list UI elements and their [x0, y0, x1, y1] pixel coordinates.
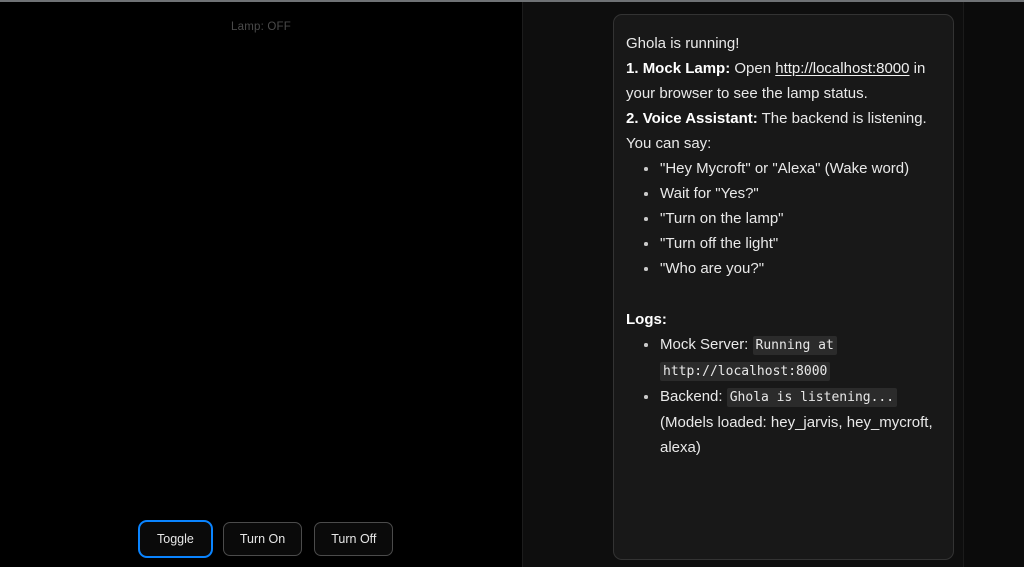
- lamp-control-buttons: [140, 522, 393, 556]
- logs-heading: Logs:: [626, 311, 667, 328]
- step-1-line: [626, 56, 935, 106]
- headline-text: Ghola is running!: [626, 35, 740, 52]
- lamp-status-text: Lamp: OFF: [231, 21, 291, 33]
- step-2-number: 2.: [626, 110, 639, 127]
- step-1-text-after-link: in your browser to see the lamp status.: [626, 60, 926, 102]
- log-code-backend: Ghola is listening...: [727, 388, 897, 407]
- step-2-title: Voice Assistant:: [642, 110, 758, 127]
- localhost-link[interactable]: http://localhost:8000: [775, 60, 910, 77]
- status-message-card: [613, 14, 954, 560]
- log-label-backend: Backend:: [660, 388, 723, 405]
- logs-list: [626, 332, 935, 460]
- list-item: Wait for "Yes?": [660, 181, 935, 206]
- voice-command-list: [626, 156, 935, 281]
- step-2-text: The backend is listening. You can say:: [626, 110, 927, 152]
- turn-off-button[interactable]: Turn Off: [314, 522, 393, 556]
- log-note-backend: (Models loaded: hey_jarvis, hey_mycroft, alexa): [660, 414, 933, 456]
- step-2-line: [626, 106, 935, 156]
- turn-on-button[interactable]: Turn On: [223, 522, 302, 556]
- list-item: [660, 332, 935, 384]
- list-item: "Hey Mycroft" or "Alexa" (Wake word): [660, 156, 935, 181]
- toggle-button[interactable]: Toggle: [140, 522, 211, 556]
- list-item: [660, 384, 935, 460]
- step-1-title: Mock Lamp:: [642, 60, 731, 77]
- assistant-output-pane: [522, 0, 963, 567]
- list-item: "Turn on the lamp": [660, 206, 935, 231]
- step-1-text-before-link: Open: [730, 60, 776, 77]
- step-1-number: 1.: [626, 60, 639, 77]
- list-item: "Who are you?": [660, 256, 935, 281]
- right-gutter: [963, 2, 1024, 567]
- window-top-edge: [0, 0, 1024, 2]
- list-item: "Turn off the light": [660, 231, 935, 256]
- pane-divider: [522, 2, 523, 567]
- log-code-mock-server: Running at http://localhost:8000: [660, 336, 837, 381]
- log-label-mock-server: Mock Server:: [660, 336, 749, 353]
